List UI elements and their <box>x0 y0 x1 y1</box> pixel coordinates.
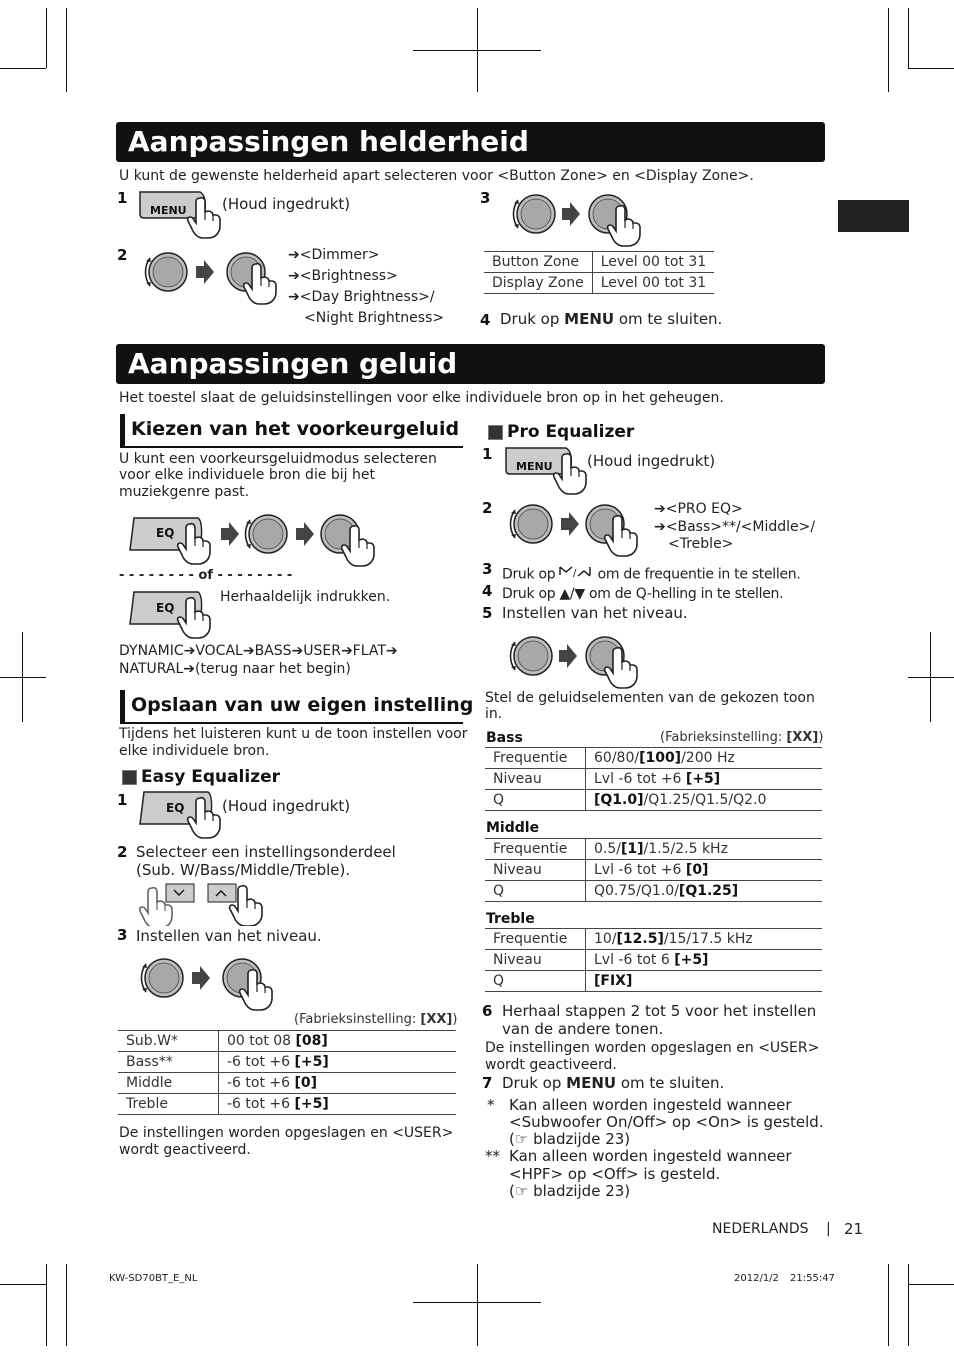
table-cell: Level 00 tot 31 <box>592 273 714 294</box>
brightness-table <box>484 251 714 294</box>
repeat-text: Herhaaldelijk indrukken. <box>220 589 391 605</box>
subheading-text: Opslaan van uw eigen instelling <box>131 694 474 716</box>
factory-setting-note: (Fabrieksinstelling: [XX]) <box>294 1012 458 1027</box>
table-cell: Lvl -6 tot +6 [0] <box>586 860 823 881</box>
page-title: Aanpassingen helderheid <box>128 125 529 158</box>
step-number: 6 <box>482 1002 493 1020</box>
table-row <box>485 790 822 811</box>
table-cell: Frequentie <box>485 839 586 860</box>
skip-buttons-icon <box>559 565 593 584</box>
intro-text: U kunt de gewenste helderheid apart selecteren voor <Button Zone> en <Display Zone>. <box>119 168 754 184</box>
table-cell: Niveau <box>485 769 586 790</box>
paragraph-line: elke individuele bron. <box>119 743 270 759</box>
skip-buttons-illustration <box>136 880 266 926</box>
crop-mark <box>66 8 67 92</box>
paragraph-line: in. <box>485 706 503 722</box>
step-text: Herhaal stappen 2 tot 5 voor het instellen <box>502 1002 817 1020</box>
knob-rotate-press-illustration <box>138 240 288 310</box>
table-cell: 0.5/[1]/1.5/2.5 kHz <box>586 839 823 860</box>
table-cell: Display Zone <box>484 273 592 294</box>
crop-mark <box>0 1284 46 1285</box>
table-row <box>485 929 822 950</box>
menu-item: ➔<Dimmer> <box>288 247 380 263</box>
crop-mark <box>46 1264 47 1346</box>
crop-mark <box>477 8 478 92</box>
crop-mark <box>908 8 909 68</box>
footnote-line: <HPF> op <Off> is gesteld. <box>509 1165 721 1183</box>
paragraph-line: Tijdens het luisteren kunt u de toon instellen voor <box>119 726 468 742</box>
step-number: 4 <box>480 311 491 329</box>
menu-item: ➔<Brightness> <box>288 268 398 284</box>
table-cell: Q <box>485 881 586 902</box>
table-cell: -6 tot +6 [0] <box>219 1073 457 1094</box>
step-text: Druk op ▲/▼ om de Q-helling in te stellen. <box>502 586 784 602</box>
step-number: 1 <box>482 445 493 463</box>
crop-mark <box>888 8 889 92</box>
table-row <box>485 881 822 902</box>
eq-label: EQ <box>166 801 185 815</box>
crop-mark <box>46 8 47 68</box>
table-cell: Q <box>485 971 586 992</box>
knob-rotate-press-illustration <box>506 186 656 248</box>
table-cell: Frequentie <box>485 748 586 769</box>
step-number: 3 <box>482 560 493 578</box>
step-text: (Houd ingedrukt) <box>587 452 716 470</box>
table-row <box>485 971 822 992</box>
eq-button[interactable] <box>124 584 220 642</box>
crop-mark <box>908 1284 954 1285</box>
table-cell: Button Zone <box>484 252 592 273</box>
note-line: wordt geactiveerd. <box>119 1142 251 1158</box>
treble-table <box>485 928 822 992</box>
crop-mark <box>888 1264 889 1346</box>
menu-item: <Night Brightness> <box>304 310 445 326</box>
bullet-square-icon <box>488 425 503 440</box>
menu-label: MENU <box>150 204 187 217</box>
footer-doc-code: KW-SD70BT_E_NL <box>109 1273 198 1284</box>
knob-rotate-press-illustration <box>503 494 653 558</box>
language-tab <box>838 200 909 232</box>
table-cell: Niveau <box>485 860 586 881</box>
footnote-line: <Subwoofer On/Off> op <On> is gesteld. <box>509 1113 824 1131</box>
paragraph-line: voor elke individuele bron die bij het <box>119 467 375 483</box>
table-cell: -6 tot +6 [+5] <box>219 1052 457 1073</box>
middle-table <box>485 838 822 902</box>
table-cell: Level 00 tot 31 <box>592 252 714 273</box>
footnote-line: (☞ bladzijde 23) <box>509 1182 631 1200</box>
step-text: (Houd ingedrukt) <box>222 195 351 213</box>
menu-item: ➔<Day Brightness>/ <box>288 289 435 305</box>
eq-button[interactable] <box>134 784 230 842</box>
table-cell: -6 tot +6 [+5] <box>219 1094 457 1115</box>
eq-label: EQ <box>156 601 175 615</box>
crop-mark <box>477 1264 478 1346</box>
table-cell: 10/[12.5]/15/17.5 kHz <box>586 929 823 950</box>
footnote-mark: * <box>487 1096 495 1114</box>
subheading-kiezen <box>120 414 463 448</box>
svg-text:/: / <box>573 568 577 579</box>
step-text: Druk op / om de frequentie in te stellen. <box>502 566 801 583</box>
table-cell: Frequentie <box>485 929 586 950</box>
subheading-opslaan <box>120 690 474 724</box>
footnote-mark: ** <box>485 1147 500 1165</box>
step-number: 2 <box>117 246 128 264</box>
intro-text: Het toestel slaat de geluidsinstellingen voor elke individuele bron op in het geheugen. <box>119 390 724 406</box>
table-row <box>485 950 822 971</box>
table-row <box>118 1073 456 1094</box>
footnote-line: Kan alleen worden ingesteld wanneer <box>509 1096 792 1114</box>
paragraph-line: U kunt een voorkeursgeluidmodus selecteren <box>119 451 437 467</box>
step-number: 4 <box>482 582 493 600</box>
menu-item: ➔<Bass>**/<Middle>/ <box>654 519 816 535</box>
menu-button[interactable] <box>136 188 226 240</box>
table-cell: Lvl -6 tot +6 [+5] <box>586 769 823 790</box>
section-banner-brightness <box>116 122 825 162</box>
modes-line: NATURAL➔(terug naar het begin) <box>119 661 351 677</box>
table-section-label: Middle <box>486 820 540 836</box>
bullet-square-icon <box>122 770 137 785</box>
eq-knob-illustration <box>124 508 384 570</box>
table-cell: [FIX] <box>586 971 823 992</box>
knob-rotate-press-illustration <box>134 946 284 1012</box>
crop-mark <box>908 677 954 678</box>
menu-item: ➔<PRO EQ> <box>654 501 743 517</box>
subheading-text: Kiezen van het voorkeurgeluid <box>131 418 460 440</box>
menu-label: MENU <box>516 460 553 473</box>
table-cell: Niveau <box>485 950 586 971</box>
table-row <box>485 769 822 790</box>
section-banner-sound <box>116 344 825 384</box>
table-cell: Q0.75/Q1.0/[Q1.25] <box>586 881 823 902</box>
section-title: Aanpassingen geluid <box>128 347 458 380</box>
step-text: (Houd ingedrukt) <box>222 797 351 815</box>
factory-setting-note: (Fabrieksinstelling: [XX]) <box>660 730 824 745</box>
table-cell: [Q1.0]/Q1.25/Q1.5/Q2.0 <box>586 790 823 811</box>
or-divider: - - - - - - - - of - - - - - - - - <box>119 568 293 583</box>
table-section-label: Bass <box>486 730 523 746</box>
step-number: 1 <box>117 189 128 207</box>
footnote-line: (☞ bladzijde 23) <box>509 1130 631 1148</box>
step-number: 3 <box>117 926 128 944</box>
step-text: Selecteer een instellingsonderdeel <box>136 843 396 861</box>
table-section-label: Treble <box>486 911 535 927</box>
paragraph-line: muziekgenre past. <box>119 484 250 500</box>
note-line: wordt geactiveerd. <box>485 1057 617 1073</box>
note-line: De instellingen worden opgeslagen en <USER> <box>119 1125 454 1141</box>
table-row <box>485 748 822 769</box>
step-number: 2 <box>117 843 128 861</box>
table-row <box>485 860 822 881</box>
crop-mark <box>930 632 931 722</box>
subsubheading-pro-eq: Pro Equalizer <box>507 422 635 442</box>
step-number: 7 <box>482 1074 493 1092</box>
bass-table <box>485 747 822 811</box>
table-row <box>118 1094 456 1115</box>
step-text: Instellen van het niveau. <box>136 927 322 945</box>
crop-mark <box>908 1264 909 1346</box>
table-cell: Bass** <box>118 1052 219 1073</box>
footer-date: 2012/1/2 <box>734 1273 779 1284</box>
step-number: 1 <box>117 791 128 809</box>
table-cell: Sub.W* <box>118 1031 219 1052</box>
easy-eq-table <box>118 1030 456 1115</box>
crop-mark <box>66 1264 67 1346</box>
step-number: 5 <box>482 604 493 622</box>
note-line: De instellingen worden opgeslagen en <USER> <box>485 1040 820 1056</box>
crop-mark <box>22 632 23 722</box>
crop-mark <box>908 68 954 69</box>
crop-mark <box>0 68 46 69</box>
table-cell: 00 tot 08 [08] <box>219 1031 457 1052</box>
step-text: Druk op MENU om te sluiten. <box>500 310 723 328</box>
step-text: Druk op MENU om te sluiten. <box>502 1074 725 1092</box>
page-number: 21 <box>844 1220 864 1238</box>
footer-time: 21:55:47 <box>790 1273 835 1284</box>
table-cell: Middle <box>118 1073 219 1094</box>
step-number: 2 <box>482 499 493 517</box>
footer-language: NEDERLANDS <box>712 1221 809 1237</box>
table-row <box>485 839 822 860</box>
menu-button[interactable] <box>502 444 592 496</box>
footer-separator: | <box>826 1221 831 1237</box>
knob-rotate-press-illustration <box>503 624 653 690</box>
modes-line: DYNAMIC➔VOCAL➔BASS➔USER➔FLAT➔ <box>119 643 398 659</box>
step-text: van de andere tonen. <box>502 1020 664 1038</box>
step-text: Instellen van het niveau. <box>502 604 688 622</box>
table-row <box>118 1031 456 1052</box>
table-cell: Q <box>485 790 586 811</box>
table-row <box>118 1052 456 1073</box>
step-text: (Sub. W/Bass/Middle/Treble). <box>136 861 351 879</box>
crop-mark <box>0 677 46 678</box>
table-cell: 60/80/[100]/200 Hz <box>586 748 823 769</box>
table-cell: Lvl -6 tot 6 [+5] <box>586 950 823 971</box>
paragraph-line: Stel de geluidselementen van de gekozen toon <box>485 690 815 706</box>
subsubheading-easy-eq: Easy Equalizer <box>141 767 281 787</box>
footnote-line: Kan alleen worden ingesteld wanneer <box>509 1147 792 1165</box>
eq-label: EQ <box>156 526 175 540</box>
step-number: 3 <box>480 189 491 207</box>
table-cell: Treble <box>118 1094 219 1115</box>
menu-item: <Treble> <box>668 536 734 552</box>
